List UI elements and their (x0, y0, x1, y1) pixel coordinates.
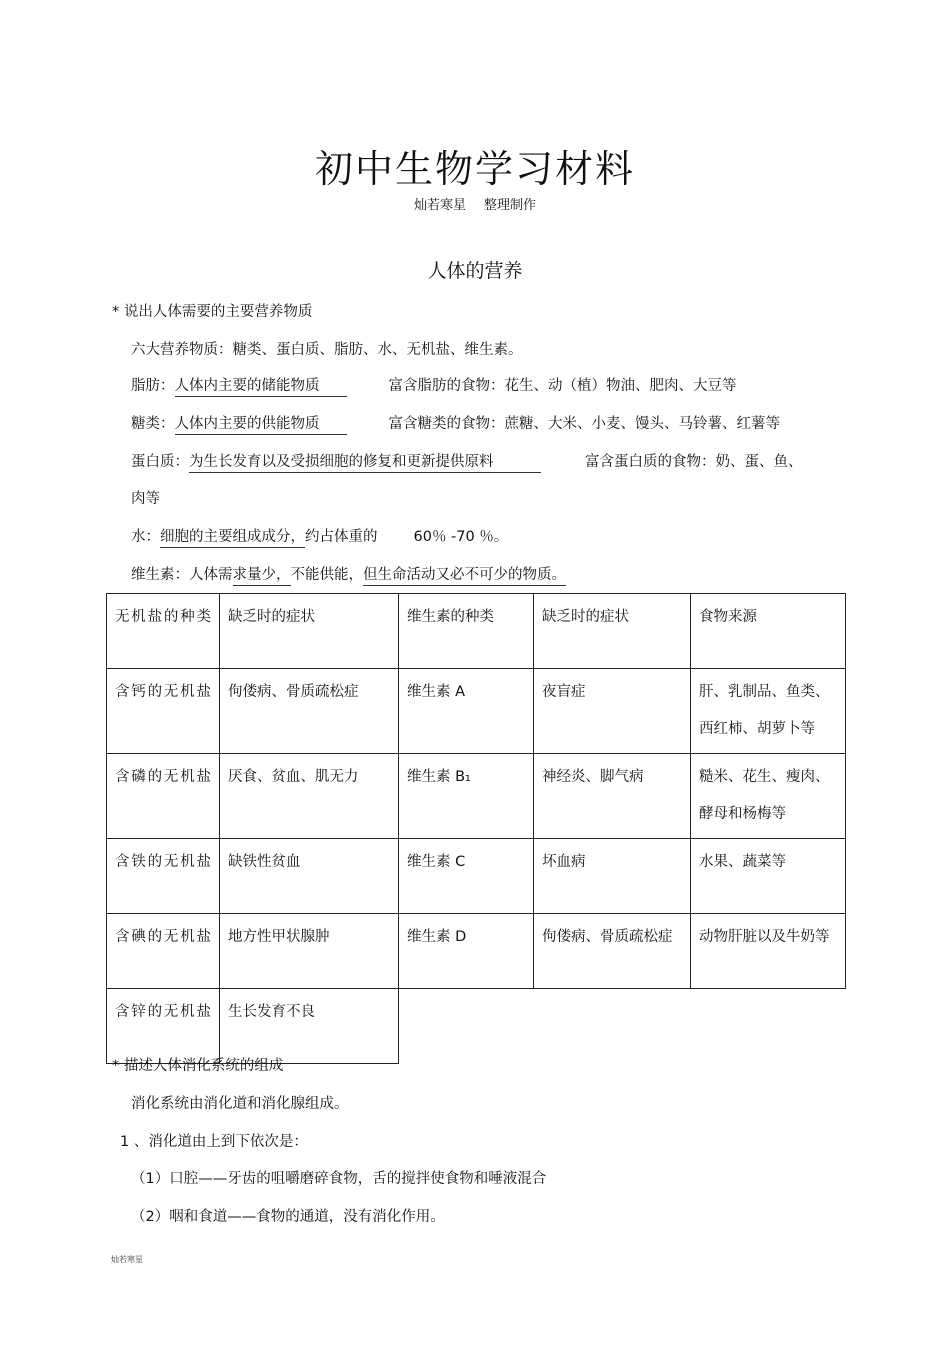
table-header-cell: 缺乏时的症状 (220, 594, 399, 669)
table-cell: 厌食、贫血、肌无力 (220, 754, 399, 839)
digestive-item-1: 1 、消化道由上到下依次是： (120, 1134, 308, 1150)
digestive-sub-2: （2）咽和食道——食物的通道，没有消化作用。 (131, 1209, 445, 1225)
table-cell: 肝、乳制品、鱼类、西红柿、胡萝卜等 (691, 669, 846, 754)
fat-foods: 富含脂肪的食物：花生、动（植）物油、肥肉、大豆等 (388, 378, 737, 394)
table-header-cell: 维生素的种类 (399, 594, 534, 669)
author-name: 灿若寒星 (413, 198, 466, 213)
vitamin-text-d: 但生命活动又必不可少的物质。 (363, 563, 566, 586)
table-cell: 维生素 D (399, 914, 534, 989)
page-footer: 灿若寒星 (111, 1255, 143, 1264)
table-row (107, 754, 846, 839)
table-cell: 神经炎、脚气病 (534, 754, 691, 839)
water-percent: 60％ -70 ％。 (413, 529, 509, 545)
table-cell: 糙米、花生、瘦肉、酵母和杨梅等 (691, 754, 846, 839)
table-header-row (107, 594, 846, 669)
water-line (131, 525, 508, 548)
fat-desc: 人体内主要的储能物质 (175, 374, 347, 397)
water-label: 水： (131, 529, 160, 545)
six-nutrients-line: 六大营养物质：糖类、蛋白质、脂肪、水、无机盐、维生素。 (131, 342, 523, 358)
vitamin-text-c: 不能供能， (290, 567, 363, 583)
digestive-sub-1: （1）口腔——牙齿的咀嚼磨碎食物，舌的搅拌使食物和唾液混合 (131, 1171, 547, 1187)
fat-label: 脂肪： (131, 378, 175, 394)
heading-digestive: * 描述人体消化系统的组成 (112, 1058, 284, 1074)
protein-line (131, 450, 803, 473)
table-header-cell: 食物来源 (691, 594, 846, 669)
vitamin-text-a: 维生素：人体需 (131, 567, 233, 583)
table-cell: 维生素 A (399, 669, 534, 754)
table-header-cell: 无机盐的种类 (107, 594, 220, 669)
sugar-line (131, 412, 780, 435)
water-desc: 细胞的主要组成成分， (160, 525, 305, 548)
author-suffix: 整理制作 (484, 198, 537, 213)
table-cell: 坏血病 (534, 839, 691, 914)
document-title: 初中生物学习材料 (314, 147, 635, 191)
table-cell: 含铁的无机盐 (107, 839, 220, 914)
sugar-label: 糖类： (131, 416, 175, 432)
table-cell: 含碘的无机盐 (107, 914, 220, 989)
heading-nutrients: * 说出人体需要的主要营养物质 (112, 304, 313, 320)
table-cell: 含锌的无机盐 (107, 989, 220, 1064)
fat-line (131, 374, 737, 397)
table-cell: 生长发育不良 (220, 989, 399, 1064)
section-title: 人体的营养 (427, 260, 523, 282)
table-cell: 动物肝脏以及牛奶等 (691, 914, 846, 989)
protein-desc: 为生长发育以及受损细胞的修复和更新提供原料 (189, 450, 541, 473)
table-row (107, 989, 846, 1064)
nutrient-table (106, 593, 846, 1064)
table-cell: 缺铁性贫血 (220, 839, 399, 914)
vitamin-line (131, 563, 566, 586)
sugar-desc: 人体内主要的供能物质 (175, 412, 347, 435)
water-rest: 约占体重的 (305, 529, 378, 545)
table-header-cell: 缺乏时的症状 (534, 594, 691, 669)
sugar-foods: 富含糖类的食物：蔗糖、大米、小麦、馒头、马铃薯、红薯等 (388, 416, 780, 432)
table-cell: 佝偻病、骨质疏松症 (220, 669, 399, 754)
table-cell: 佝偻病、骨质疏松症 (534, 914, 691, 989)
table-cell: 夜盲症 (534, 669, 691, 754)
table-empty-cell (399, 989, 846, 1064)
table-cell: 维生素 C (399, 839, 534, 914)
protein-foods: 富含蛋白质的食物：奶、蛋、鱼、 (585, 454, 803, 470)
table-cell: 地方性甲状腺肿 (220, 914, 399, 989)
vitamin-text-b: 求量少， (233, 563, 291, 586)
digestive-intro: 消化系统由消化道和消化腺组成。 (131, 1096, 349, 1112)
protein-label: 蛋白质： (131, 454, 189, 470)
table-row (107, 669, 846, 754)
table-cell: 水果、蔬菜等 (691, 839, 846, 914)
document-subtitle (0, 194, 950, 213)
table-row (107, 914, 846, 989)
table-cell: 含钙的无机盐 (107, 669, 220, 754)
table-cell: 维生素 B₁ (399, 754, 534, 839)
table-cell: 含磷的无机盐 (107, 754, 220, 839)
protein-foods-cont: 肉等 (131, 491, 160, 507)
table-row (107, 839, 846, 914)
